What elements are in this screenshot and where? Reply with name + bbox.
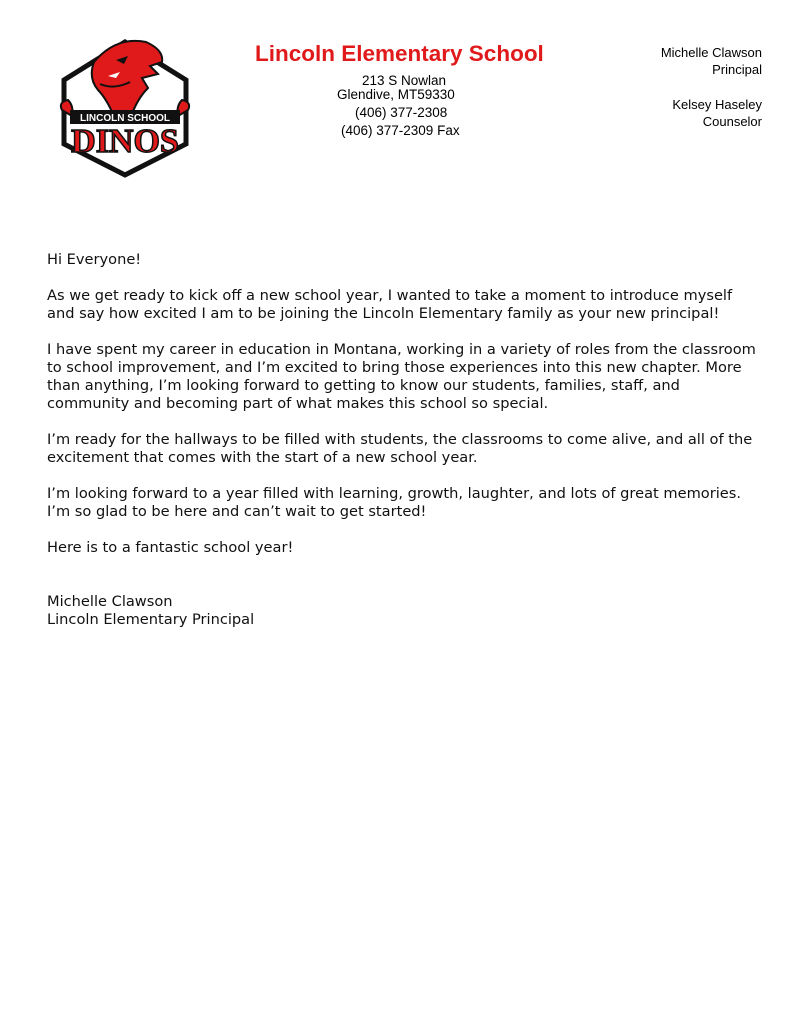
principal-name: Michelle Clawson (660, 45, 762, 60)
paragraph-career: I have spent my career in education in Montana, working in a variety of roles from the classroom to school improvement, and I’m excited to bring those experiences into this new chapter. More than anything, I’m looking forward to getting to know our students, families, staff, and community and becoming part of what makes this school so special. (47, 341, 756, 412)
address-city: Glendive, MT59330 (337, 87, 455, 102)
phone-number: (406) 377-2308 (355, 105, 448, 120)
paragraph-ready: I’m ready for the hallways to be filled with students, the classrooms to come alive, and all of the excitement that comes with the start of a new school year. (47, 431, 753, 466)
letter-body (47, 251, 762, 629)
signature-name: Michelle Clawson (47, 593, 173, 610)
address-street: 213 S Nowlan (362, 73, 447, 88)
principal-title: Principal (712, 62, 762, 77)
counselor-name: Kelsey Haseley (672, 97, 762, 112)
counselor-title: Counselor (702, 114, 762, 129)
paragraph-intro: As we get ready to kick off a new school year, I wanted to take a moment to introduce myself and say how excited I am to be joining the Lincoln Elementary family as your new principal! (47, 287, 733, 322)
greeting: Hi Everyone! (47, 251, 142, 268)
logo-wordmark: DINOS (71, 123, 179, 160)
staff-principal (661, 44, 762, 78)
dino-logo-icon (54, 32, 196, 178)
fax-number: (406) 377-2309 Fax (341, 123, 460, 138)
paragraph-closing: Here is to a fantastic school year! (47, 539, 294, 556)
school-name: Lincoln Elementary School (255, 41, 544, 66)
logo-banner-text: LINCOLN SCHOOL (80, 113, 170, 124)
school-logo (54, 32, 196, 178)
signature-title: Lincoln Elementary Principal (47, 611, 255, 628)
paragraph-forward: I’m looking forward to a year filled with learning, growth, laughter, and lots of great memories. I’m so glad to be here and can’t wait to get started! (47, 485, 742, 520)
signature-block (47, 593, 762, 629)
staff-counselor (672, 96, 762, 130)
